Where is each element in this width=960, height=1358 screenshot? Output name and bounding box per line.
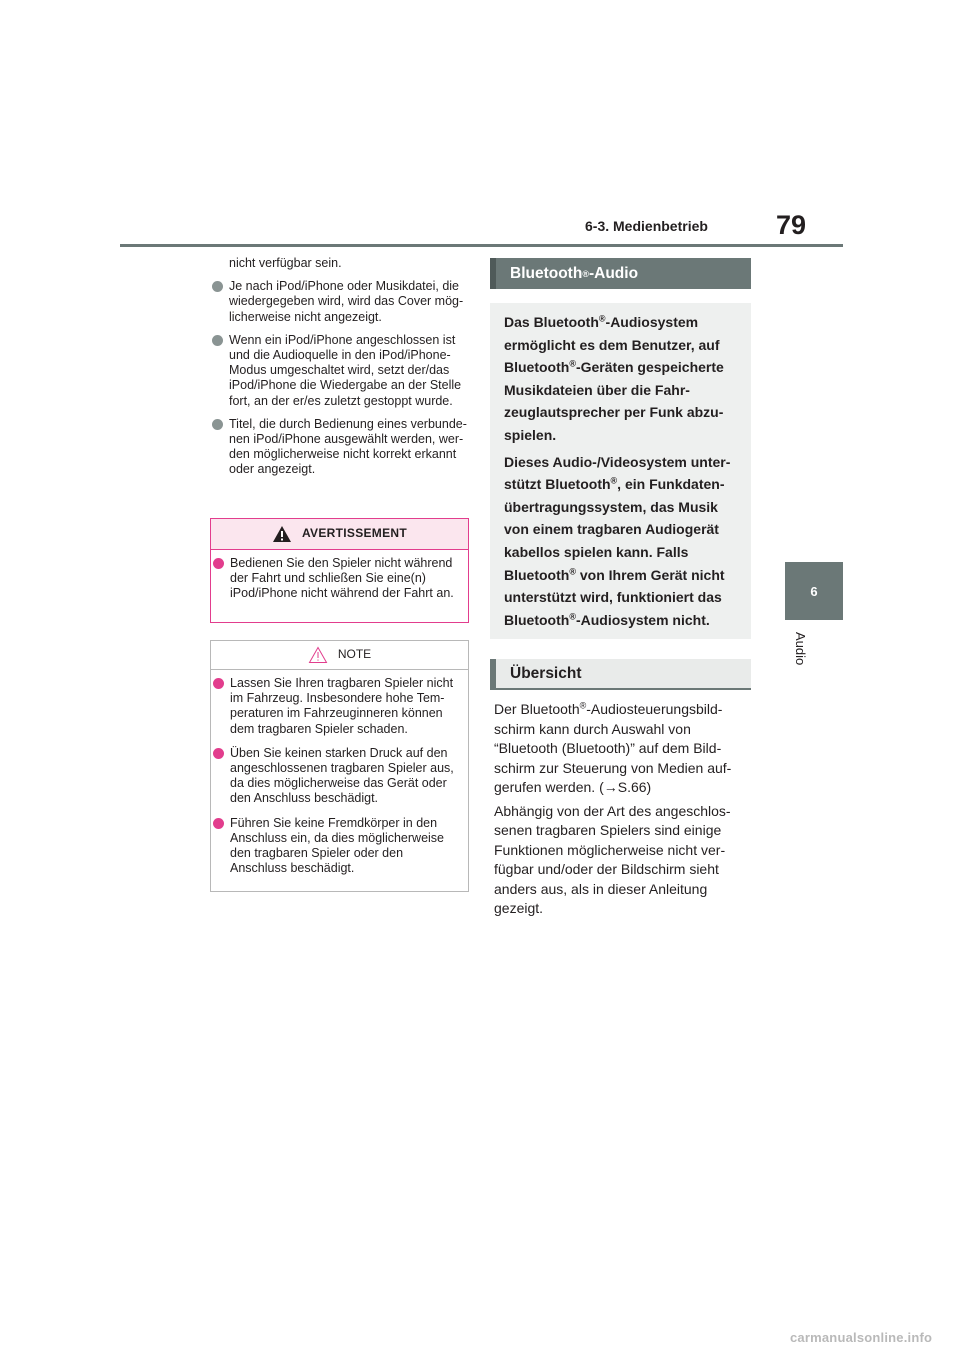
bluetooth-intro-box <box>490 303 751 639</box>
page-reference-link[interactable]: S.66) <box>617 779 652 795</box>
note-body <box>211 670 468 876</box>
overview-body <box>494 700 749 923</box>
list-item-text: Je nach iPod/iPhone oder Musikdatei, die wiedergegeben wird, wird das Cover mög-licherweise nicht angezeigt. <box>229 279 464 324</box>
list-item-text: Führen Sie keine Fremdkörper in den Anschluss ein, da dies möglicherweise den tragbaren Spieler oder den Anschluss beschädigt. <box>230 815 444 876</box>
heading-text-suffix: -Audio <box>588 264 639 282</box>
chapter-tab: 6 <box>785 562 843 620</box>
left-column <box>210 256 472 486</box>
bullet-icon <box>213 748 224 759</box>
overview-paragraph: Der Bluetooth®-Audiosteuerungsbild-schirm kann durch Auswahl von “Bluetooth (Bluetooth)” auf dem Bild-schirm zur Steuerung von Medien auf-gerufen werden. (→S.66) <box>494 700 732 795</box>
bullet-icon <box>213 678 224 689</box>
list-item <box>211 556 460 602</box>
bullet-icon <box>213 558 224 569</box>
warning-triangle-icon <box>272 525 292 543</box>
page-number: 79 <box>776 210 807 240</box>
bullet-icon <box>212 419 223 430</box>
warning-title: AVERTISSEMENT <box>301 526 408 541</box>
note-box <box>210 640 469 892</box>
list-item <box>211 676 460 737</box>
section-title: 6-3. Medienbetrieb <box>585 218 708 234</box>
caution-triangle-outline-icon <box>308 646 328 664</box>
list-item <box>210 417 472 478</box>
bullet-icon <box>213 818 224 829</box>
arrow-icon: → <box>603 779 618 795</box>
list-item <box>211 816 460 877</box>
warning-header <box>211 519 468 550</box>
note-title: NOTE <box>337 647 372 662</box>
header-rule <box>120 244 843 247</box>
list-item-text: Titel, die durch Bedienung eines verbunde-nen iPod/iPhone ausgewählt werden, wer-den möglicherweise nicht korrekt erkannt oder angezeigt. <box>229 416 467 477</box>
note-header <box>211 641 468 670</box>
list-item <box>210 333 472 409</box>
intro-paragraph: Das Bluetooth®-Audiosystem ermöglicht es dem Benutzer, auf Bluetooth®-Geräten gespeicherte Musikdateien über die Fahr-zeuglautsprecher per Funk abzu-spielen. <box>504 313 724 443</box>
chapter-label <box>792 632 812 692</box>
list-item-text: Wenn ein iPod/iPhone angeschlossen ist und die Audioquelle in den iPod/iPhone-Modus umgeschaltet wird, setzt der/das iPod/iPhone die Wiedergabe an der Stelle fort, an der er/es zuletzt gestoppt wurde. <box>229 332 462 408</box>
list-item-text: Bedienen Sie den Spieler nicht während der Fahrt und schließen Sie eine(n) iPod/iPhone nicht während der Fahrt an. <box>230 556 454 601</box>
watermark: carmanualsonline.info <box>790 1330 933 1345</box>
warning-body <box>211 550 468 602</box>
list-item <box>211 746 460 807</box>
bluetooth-section-heading: Bluetooth ® -Audio <box>490 258 751 289</box>
bullet-icon <box>212 281 223 292</box>
overview-paragraph: Abhängig von der Art des angeschlos-senen tragbaren Spielers sind einige Funktionen möglicherweise nicht ver-fügbar und/oder der Bildschirm sieht anders aus, als in dieser Anleitung gezeigt. <box>494 802 731 916</box>
chapter-label-text: Audio <box>793 632 808 666</box>
warning-box <box>210 518 469 623</box>
heading-text: Übersicht <box>510 664 582 682</box>
continuation-text: nicht verfügbar sein. <box>229 256 342 270</box>
heading-text: Bluetooth <box>510 264 583 282</box>
intro-paragraph: Dieses Audio-/Videosystem unter-stützt Bluetooth®, ein Funkdaten-übertragungssystem, das Musik von einem tragbaren Audiogerät kabellos spielen kann. Falls Bluetooth® von Ihrem Gerät nicht unterstützt wird, funktioniert das Bluetooth®-Audiosystem nicht. <box>504 453 731 628</box>
bullet-icon <box>212 335 223 346</box>
list-item-text: Lassen Sie Ihren tragbaren Spieler nicht im Fahrzeug. Insbesondere hohe Tem-peraturen im Fahrzeuginneren können dem tragbaren Spieler schaden. <box>230 676 454 736</box>
overview-section-heading <box>490 659 751 690</box>
list-item-text: Üben Sie keinen starken Druck auf den angeschlossenen tragbaren Spieler aus, da dies möglicherweise das Gerät oder den Anschluss beschädigt. <box>230 745 454 806</box>
list-item <box>210 279 472 325</box>
